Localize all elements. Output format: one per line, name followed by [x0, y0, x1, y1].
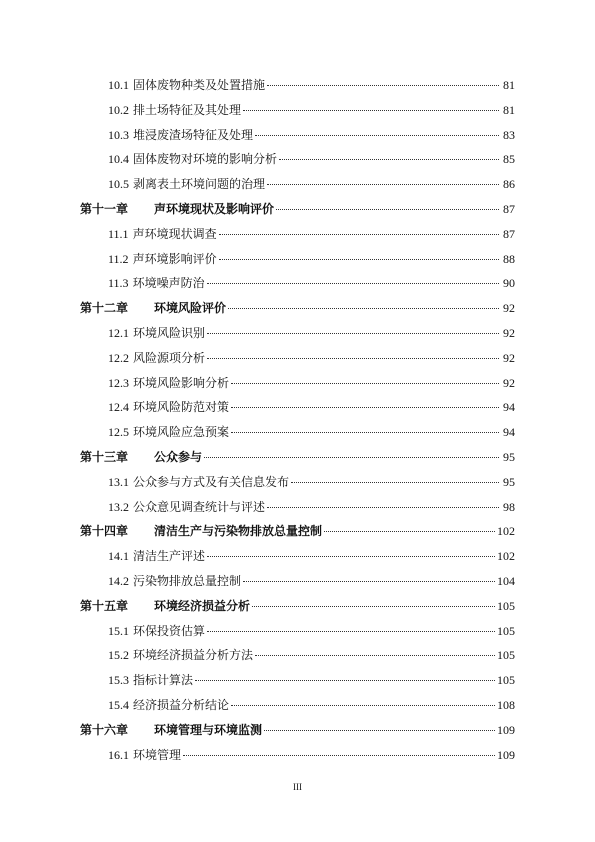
toc-section-entry[interactable] [80, 569, 515, 594]
toc-entry-title: 公众参与方式及有关信息发布 [133, 474, 290, 489]
dot-leader [291, 481, 499, 483]
toc-entry-page: 88 [503, 251, 515, 266]
toc-entry-title: 声环境影响评价 [132, 251, 217, 266]
toc-entry-page: 86 [503, 177, 515, 192]
toc-entry-number: 10.1 [108, 78, 129, 92]
toc-entry-title: 指标计算法 [133, 673, 194, 688]
toc-entry-number: 15.2 [108, 648, 129, 663]
toc-entry-title: 公众意见调查统计与评述 [133, 499, 266, 514]
dot-leader [267, 84, 499, 86]
toc-entry-title: 环境经济损益分析 [154, 598, 251, 613]
toc-section-entry[interactable] [80, 544, 515, 569]
toc-entry-number: 第十二章 [80, 301, 129, 316]
toc-entry-title: 环境风险评价 [154, 301, 227, 316]
dot-leader [231, 704, 495, 706]
toc-section-entry[interactable] [80, 222, 515, 247]
toc-entry-page: 105 [497, 623, 515, 638]
toc-entry-number: 14.2 [108, 573, 129, 588]
dot-leader [324, 530, 495, 532]
toc-entry-title: 污染物排放总量控制 [133, 573, 242, 588]
toc-entry-number: 11.3 [108, 276, 129, 291]
toc-entry-title: 风险源项分析 [133, 350, 206, 365]
toc-entry-number: 16.1 [108, 747, 129, 762]
toc-entry-page: 95 [503, 474, 515, 489]
toc-section-entry[interactable] [80, 420, 515, 445]
toc-entry-page: 94 [503, 425, 515, 440]
toc-entry-title: 环保投资估算 [133, 623, 206, 638]
toc-entry-title: 剥离表土环境问题的治理 [133, 177, 266, 192]
toc-entry-page: 109 [497, 722, 515, 737]
toc-section-entry[interactable] [80, 346, 515, 371]
dot-leader [243, 109, 499, 111]
dot-leader [219, 258, 499, 260]
toc-section-entry[interactable] [80, 321, 515, 346]
toc-entry-number: 第十四章 [80, 524, 129, 539]
toc-section-entry[interactable] [80, 172, 515, 197]
toc-chapter-entry[interactable] [80, 718, 515, 743]
toc-entry-number: 14.1 [108, 549, 129, 564]
toc-section-entry[interactable] [80, 619, 515, 644]
toc-entry-page: 90 [503, 276, 515, 291]
toc-section-entry[interactable] [80, 371, 515, 396]
dot-leader [195, 679, 495, 681]
dot-leader [255, 654, 495, 656]
toc-entry-page: 92 [503, 301, 515, 316]
toc-entry-number: 第十一章 [80, 201, 129, 216]
toc-section-entry[interactable] [80, 693, 515, 718]
toc-entry-number: 10.3 [108, 127, 129, 142]
toc-section-entry[interactable] [80, 147, 515, 172]
toc-entry-number: 第十五章 [80, 598, 129, 613]
toc-entry-page: 105 [497, 648, 515, 663]
dot-leader [231, 382, 499, 384]
toc-entry-number: 10.5 [108, 177, 129, 192]
table-of-contents [80, 73, 515, 767]
toc-entry-page: 109 [497, 747, 515, 762]
dot-leader [207, 282, 499, 284]
toc-entry-number: 15.3 [108, 673, 129, 688]
toc-entry-title: 排土场特征及其处理 [133, 102, 242, 117]
toc-chapter-entry[interactable] [80, 445, 515, 470]
toc-section-entry[interactable] [80, 123, 515, 148]
dot-leader [219, 233, 499, 235]
toc-section-entry[interactable] [80, 643, 515, 668]
toc-entry-title: 声环境现状及影响评价 [154, 201, 275, 216]
toc-entry-title: 环境风险识别 [133, 325, 206, 340]
toc-entry-page: 83 [503, 127, 515, 142]
dot-leader [279, 158, 499, 160]
toc-entry-page: 81 [503, 78, 515, 92]
toc-section-entry[interactable] [80, 98, 515, 123]
toc-entry-page: 94 [503, 400, 515, 415]
toc-chapter-entry[interactable] [80, 594, 515, 619]
dot-leader [255, 134, 499, 136]
toc-entry-title: 环境经济损益分析方法 [133, 648, 254, 663]
dot-leader [183, 754, 495, 756]
dot-leader [243, 580, 495, 582]
page-number-footer: III [293, 782, 302, 792]
dot-leader [228, 307, 499, 309]
toc-entry-page: 104 [497, 573, 515, 588]
toc-entry-page: 81 [503, 102, 515, 117]
dot-leader [276, 208, 499, 210]
toc-chapter-entry[interactable] [80, 296, 515, 321]
toc-entry-number: 10.2 [108, 102, 129, 117]
toc-chapter-entry[interactable] [80, 197, 515, 222]
toc-chapter-entry[interactable] [80, 519, 515, 544]
toc-entry-title: 环境噪声防治 [132, 276, 205, 291]
toc-section-entry[interactable] [80, 271, 515, 296]
toc-entry-number: 13.2 [108, 499, 129, 514]
toc-entry-page: 85 [503, 152, 515, 167]
toc-entry-number: 10.4 [108, 152, 129, 167]
dot-leader [264, 729, 495, 731]
toc-entry-page: 98 [503, 499, 515, 514]
toc-entry-page: 108 [497, 697, 515, 712]
toc-section-entry[interactable] [80, 247, 515, 272]
toc-entry-title: 堆浸废渣场特征及处理 [133, 127, 254, 142]
toc-entry-title: 声环境现状调查 [132, 226, 217, 241]
toc-entry-number: 11.2 [108, 251, 129, 266]
toc-section-entry[interactable] [80, 495, 515, 520]
dot-leader [267, 183, 499, 185]
toc-entry-number: 12.2 [108, 350, 129, 365]
toc-entry-page: 105 [497, 598, 515, 613]
dot-leader [252, 605, 495, 607]
dot-leader [267, 506, 499, 508]
toc-entry-page: 92 [503, 375, 515, 390]
toc-entry-title: 环境风险影响分析 [133, 375, 230, 390]
toc-section-entry[interactable] [80, 395, 515, 420]
toc-entry-number: 第十六章 [80, 722, 129, 737]
dot-leader [207, 357, 499, 359]
toc-entry-page: 105 [497, 673, 515, 688]
toc-section-entry[interactable] [80, 668, 515, 693]
toc-entry-number: 12.4 [108, 400, 129, 415]
toc-entry-number: 第十三章 [80, 449, 129, 464]
toc-entry-title: 环境管理与环境监测 [154, 722, 263, 737]
toc-entry-title: 环境风险防范对策 [133, 400, 230, 415]
toc-entry-number: 11.1 [108, 226, 129, 241]
dot-leader [207, 555, 495, 557]
toc-entry-number: 12.1 [108, 325, 129, 340]
toc-entry-title: 固体废物种类及处置措施 [133, 78, 266, 92]
toc-entry-title: 固体废物对环境的影响分析 [133, 152, 278, 167]
toc-entry-title: 经济损益分析结论 [133, 697, 230, 712]
toc-entry-title: 清洁生产与污染物排放总量控制 [154, 524, 323, 539]
dot-leader [231, 431, 499, 433]
toc-entry-page: 92 [503, 325, 515, 340]
dot-leader [204, 456, 499, 458]
toc-entry-page: 102 [497, 524, 515, 539]
toc-section-entry[interactable] [80, 73, 515, 98]
toc-entry-title: 公众参与 [154, 449, 203, 464]
toc-entry-page: 102 [497, 549, 515, 564]
dot-leader [207, 630, 495, 632]
toc-section-entry[interactable] [80, 470, 515, 495]
toc-entry-title: 清洁生产评述 [133, 549, 206, 564]
toc-entry-number: 12.5 [108, 425, 129, 440]
toc-entry-title: 环境管理 [133, 747, 182, 762]
toc-entry-page: 92 [503, 350, 515, 365]
toc-section-entry[interactable] [80, 743, 515, 768]
toc-entry-page: 87 [503, 201, 515, 216]
toc-entry-number: 15.1 [108, 623, 129, 638]
toc-entry-page: 95 [503, 449, 515, 464]
toc-entry-number: 12.3 [108, 375, 129, 390]
toc-entry-number: 13.1 [108, 474, 129, 489]
dot-leader [231, 406, 499, 408]
dot-leader [207, 332, 499, 334]
toc-entry-title: 环境风险应急预案 [133, 425, 230, 440]
toc-entry-number: 15.4 [108, 697, 129, 712]
toc-entry-page: 87 [503, 226, 515, 241]
